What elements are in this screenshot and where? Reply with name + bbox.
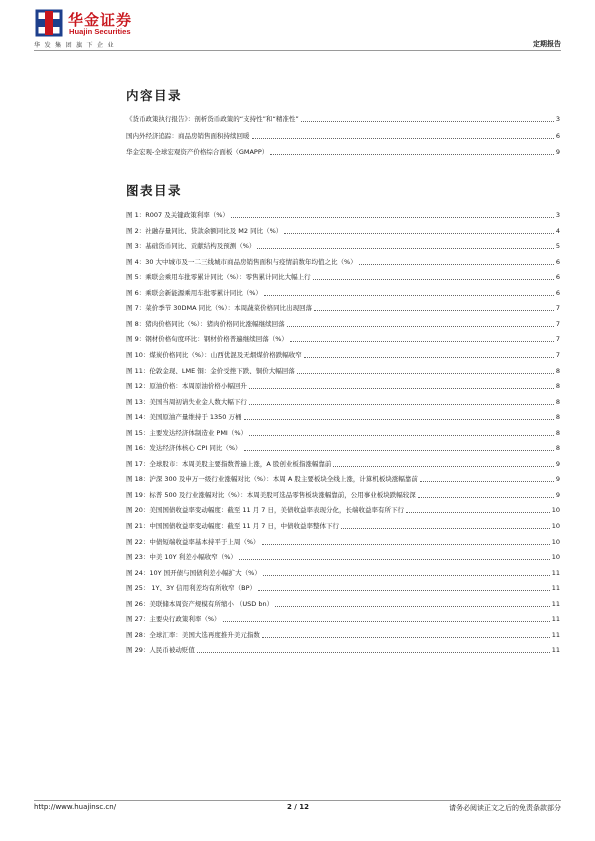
contents-entry[interactable] bbox=[126, 146, 560, 157]
toc-entry-label: 图 6：乘联会新能源乘用车批零累计同比（%） bbox=[126, 288, 262, 297]
dot-leader bbox=[313, 279, 554, 280]
toc-entry-page: 7 bbox=[555, 319, 560, 328]
toc-entry-label: 图 20：美国国债收益率变动幅度：截至 11 月 7 日，美债收益率表现分化，长端收益率有所下行 bbox=[126, 506, 405, 515]
toc-entry-page: 9 bbox=[555, 490, 560, 499]
toc-entry-label: 图 25： 1Y、3Y 信用利差均有所收窄（BP） bbox=[126, 584, 257, 593]
toc-entry-page: 6 bbox=[555, 273, 560, 282]
figure-entry[interactable] bbox=[126, 644, 560, 655]
toc-entry-label: 图 16：发达经济体核心 CPI 同比（%） bbox=[126, 444, 242, 453]
dot-leader bbox=[258, 590, 550, 591]
dot-leader bbox=[287, 326, 554, 327]
dot-leader bbox=[297, 373, 554, 374]
figure-entry[interactable] bbox=[126, 225, 560, 236]
toc-entry-label: 图 29：人民币被动贬值 bbox=[126, 646, 195, 655]
figure-entry[interactable] bbox=[126, 380, 560, 391]
toc-entry-page: 11 bbox=[551, 568, 560, 577]
footer-disclaimer: 请务必阅读正文之后的免责条款部分 bbox=[449, 804, 561, 812]
toc-entry-page: 8 bbox=[555, 382, 560, 391]
figure-entry[interactable] bbox=[126, 473, 560, 484]
figure-entry[interactable] bbox=[126, 629, 560, 640]
toc-entry-label: 《货币政策执行报告》：剖析货币政策的“支持性”和“精准性” bbox=[126, 115, 299, 123]
dot-leader bbox=[270, 154, 554, 155]
toc-entry-page: 10 bbox=[551, 553, 560, 562]
dot-leader bbox=[262, 544, 550, 545]
toc-entry-label: 图 1：R007 及关键政策利率（%） bbox=[126, 211, 229, 219]
figure-entry[interactable] bbox=[126, 411, 560, 422]
figure-entry[interactable] bbox=[126, 613, 560, 624]
dot-leader bbox=[249, 435, 554, 436]
toc-entry-label: 图 26：美联储本周资产规模有所缩小 （USD bn） bbox=[126, 599, 274, 608]
footer-divider bbox=[34, 800, 561, 801]
dot-leader bbox=[252, 138, 554, 139]
toc-entry-label: 国内外经济追踪：商品房销售面积持续回暖 bbox=[126, 131, 250, 140]
figure-entry[interactable] bbox=[126, 427, 560, 438]
dot-leader bbox=[341, 528, 550, 529]
dot-leader bbox=[304, 357, 554, 358]
figure-entry[interactable] bbox=[126, 240, 560, 251]
figure-entry[interactable] bbox=[126, 396, 560, 407]
toc-entry-page: 8 bbox=[555, 428, 560, 437]
toc-entry-page: 11 bbox=[551, 599, 560, 608]
dot-leader bbox=[239, 559, 550, 560]
toc-entry-page: 6 bbox=[555, 131, 560, 140]
page-number: 2 / 12 bbox=[286, 803, 310, 811]
dot-leader bbox=[249, 388, 554, 389]
toc-entry-label: 图 10：煤炭价格同比（%）：山西优混及无烟煤价格跌幅收窄 bbox=[126, 350, 302, 359]
figure-entry[interactable] bbox=[126, 271, 560, 282]
toc-entry-label: 图 13：美国当周初请失业金人数大幅下行 bbox=[126, 397, 247, 406]
dot-leader bbox=[301, 121, 554, 122]
figure-entry[interactable] bbox=[126, 442, 560, 453]
figure-entry[interactable] bbox=[126, 520, 560, 531]
figure-entry[interactable] bbox=[126, 287, 560, 298]
figure-entry[interactable] bbox=[126, 318, 560, 329]
toc-entry-page: 3 bbox=[555, 211, 560, 219]
dot-leader bbox=[249, 404, 554, 405]
toc-entry-page: 8 bbox=[555, 366, 560, 375]
toc-entry-label: 图 22：中债短端收益率基本持平于上周（%） bbox=[126, 537, 260, 546]
company-logo bbox=[34, 8, 154, 42]
toc-entry-page: 10 bbox=[551, 522, 560, 530]
figure-entry[interactable] bbox=[126, 567, 560, 578]
dot-leader bbox=[420, 481, 554, 482]
logo-text-cn: 华金证券 bbox=[68, 11, 133, 29]
toc-entry-page: 9 bbox=[555, 475, 560, 484]
figure-entry[interactable] bbox=[126, 582, 560, 593]
toc-entry-page: 7 bbox=[555, 335, 560, 344]
header-divider bbox=[34, 50, 561, 51]
document-type: 定期报告 bbox=[533, 40, 561, 48]
toc-entry-page: 5 bbox=[555, 242, 560, 251]
toc-entry-label: 图 4：30 大中城市及一二三线城市商品房销售面积与疫情前数年均值之比（%） bbox=[126, 257, 357, 266]
figure-entry[interactable] bbox=[126, 349, 560, 360]
toc-entry-label: 图 17：全球股市：本周美股主要指数普遍上涨，A 股创业板指涨幅靠前 bbox=[126, 459, 332, 468]
toc-entry-label: 图 14：美国原油产量维持于 1350 万桶 bbox=[126, 413, 242, 422]
toc-entry-page: 8 bbox=[555, 413, 560, 422]
dot-leader bbox=[244, 419, 554, 420]
toc-entry-page: 11 bbox=[551, 646, 560, 655]
dot-leader bbox=[257, 248, 553, 249]
toc-entry-page: 7 bbox=[555, 350, 560, 359]
toc-entry-label: 图 28：全球汇率：美国大选再度推升美元指数 bbox=[126, 630, 260, 639]
figure-entry[interactable] bbox=[126, 536, 560, 547]
toc-entry-page: 10 bbox=[551, 506, 560, 515]
toc-entry-page: 4 bbox=[555, 226, 560, 235]
toc-entry-label: 图 15：主要发达经济体制造业 PMI（%） bbox=[126, 428, 248, 437]
dot-leader bbox=[333, 466, 554, 467]
company-tagline: 华发集团旗下企业 bbox=[34, 42, 118, 49]
toc-entry-page: 10 bbox=[551, 537, 560, 546]
toc-entry-page: 11 bbox=[551, 630, 560, 639]
toc-entry-label: 图 7：菜价季节 30DMA 同比（%）：本周蔬菜价格同比出现回落 bbox=[126, 304, 313, 313]
toc-entry-page: 3 bbox=[555, 115, 560, 123]
toc-entry-label: 图 11：伦敦金现、LME 铜：金价受挫下跌、铜价大幅回落 bbox=[126, 366, 295, 375]
toc-entry-page: 8 bbox=[555, 444, 560, 453]
toc-entry-page: 9 bbox=[555, 459, 560, 468]
toc-entry-label: 图 5：乘联会乘用车批零累计同比（%）：零售累计同比大幅上行 bbox=[126, 273, 311, 282]
toc-entry-page: 11 bbox=[551, 615, 560, 624]
toc-entry-label: 图 12：原油价格：本周原油价格小幅回升 bbox=[126, 382, 247, 391]
figure-entry[interactable] bbox=[126, 598, 560, 609]
figure-entry[interactable] bbox=[126, 365, 560, 376]
dot-leader bbox=[284, 233, 554, 234]
toc-entry-label: 图 27：主要央行政策利率（%） bbox=[126, 615, 221, 624]
figure-entry[interactable] bbox=[126, 504, 560, 515]
toc-entry-label: 图 2：社融存量同比、贷款余额同比及 M2 同比（%） bbox=[126, 226, 283, 235]
figure-entry[interactable] bbox=[126, 209, 560, 220]
figure-entry[interactable] bbox=[126, 551, 560, 562]
contents-entry[interactable] bbox=[126, 113, 560, 124]
figure-entry[interactable] bbox=[126, 333, 560, 344]
toc-entry-label: 图 19：标普 500 及行业涨幅对比（%）：本周美股可选品零售板块涨幅靠前，公用事业板块跌幅较深 bbox=[126, 490, 416, 499]
dot-leader bbox=[290, 341, 554, 342]
dot-leader bbox=[231, 217, 554, 218]
dot-leader bbox=[262, 637, 550, 638]
toc-entry-label: 图 18：沪深 300 及申万一级行业涨幅对比（%）：本周 A 股主要板块全线上涨，计算机板块涨幅靠前 bbox=[126, 475, 418, 484]
toc-entry-label: 华金宏观-全球宏观资产价格综合面板（GMAPP） bbox=[126, 148, 269, 156]
figure-entry[interactable] bbox=[126, 458, 560, 469]
contents-entry[interactable] bbox=[126, 130, 560, 141]
dot-leader bbox=[264, 295, 554, 296]
toc-entry-label: 图 23：中美 10Y 利差小幅收窄（%） bbox=[126, 553, 237, 562]
contents-title: 内容目录 bbox=[126, 88, 183, 103]
toc-entry-page: 6 bbox=[555, 257, 560, 266]
toc-entry-label: 图 3：基础货币同比、贡献结构及预测（%） bbox=[126, 242, 256, 251]
figure-entry[interactable] bbox=[126, 302, 560, 313]
footer-url-link[interactable]: http://www.huajinsc.cn/ bbox=[34, 803, 117, 811]
toc-entry-page: 8 bbox=[555, 397, 560, 406]
toc-entry-page: 9 bbox=[555, 148, 560, 156]
figure-entry[interactable] bbox=[126, 256, 560, 267]
dot-leader bbox=[197, 652, 550, 653]
huajin-logo-icon bbox=[34, 8, 64, 38]
toc-entry-label: 图 21：中国国债收益率变动幅度：截至 11 月 7 日，中债收益率整体下行 bbox=[126, 522, 340, 530]
figures-title: 图表目录 bbox=[126, 183, 183, 198]
logo-text-en: Huajin Securities bbox=[69, 27, 131, 36]
dot-leader bbox=[406, 512, 550, 513]
dot-leader bbox=[314, 310, 554, 311]
toc-entry-label: 图 9：钢材价格旬度环比：钢材价格普遍继续回落（%） bbox=[126, 335, 288, 344]
toc-entry-label: 图 8：猪肉价格同比（%）：猪肉价格同比涨幅继续回落 bbox=[126, 319, 285, 328]
figure-entry[interactable] bbox=[126, 489, 560, 500]
dot-leader bbox=[244, 450, 554, 451]
toc-entry-page: 11 bbox=[551, 584, 560, 593]
toc-entry-page: 6 bbox=[555, 288, 560, 297]
dot-leader bbox=[223, 621, 550, 622]
dot-leader bbox=[359, 264, 554, 265]
dot-leader bbox=[263, 575, 550, 576]
dot-leader bbox=[418, 497, 554, 498]
dot-leader bbox=[275, 606, 550, 607]
toc-entry-page: 7 bbox=[555, 304, 560, 313]
toc-entry-label: 图 24：10Y 国开债与国债利差小幅扩大（%） bbox=[126, 568, 261, 577]
